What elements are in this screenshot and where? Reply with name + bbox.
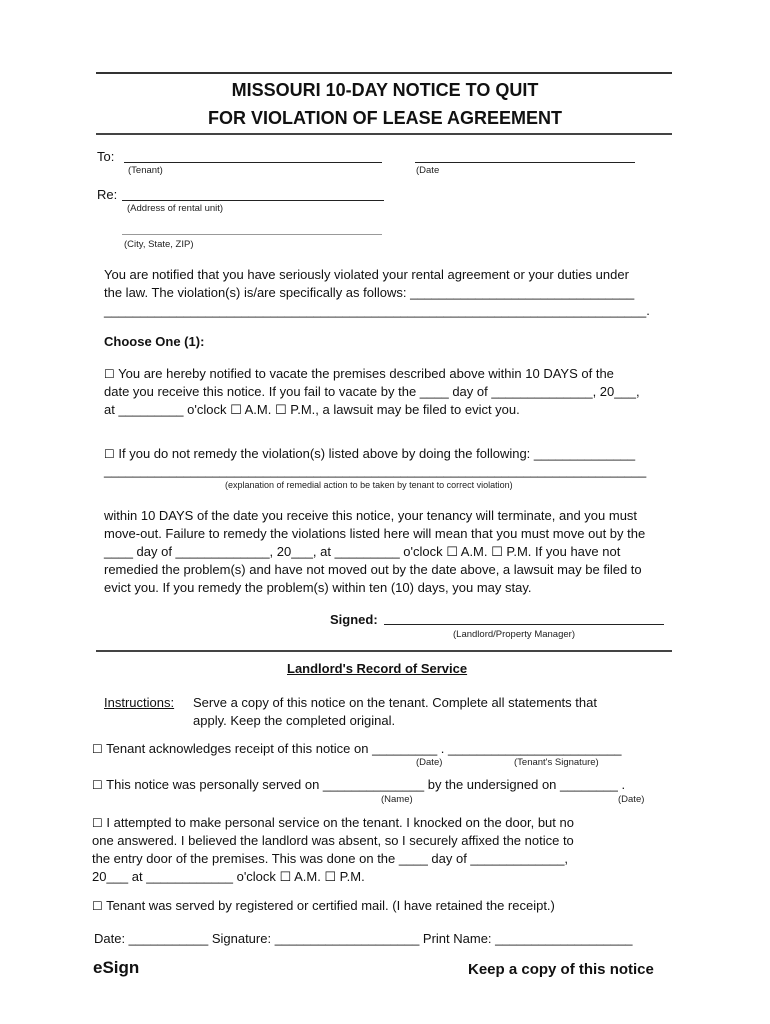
esign-logo: eSign — [93, 958, 140, 977]
option-1-checkbox[interactable]: ☐ — [104, 367, 115, 381]
personal-service-text: This notice was personally served on ______________ by the undersigned on ________ . — [106, 777, 626, 792]
ack-signature-caption: (Tenant's Signature) — [514, 757, 599, 768]
option-1-line-3: at _________ o'clock ☐ A.M. ☐ P.M., a lawsuit may be filed to evict you. — [104, 402, 520, 417]
option-1-line-2: date you receive this notice. If you fail to vacate by the ____ day of ______________, 20___, — [104, 384, 640, 399]
date-field[interactable] — [415, 150, 635, 163]
title-rule — [96, 133, 672, 135]
remedial-caption: (explanation of remedial action to be taken by tenant to correct violation) — [225, 480, 513, 490]
notice-line-3: ___________________________________________________________________________. — [104, 303, 650, 318]
name-caption: (Name) — [381, 794, 413, 805]
attempt-checkbox[interactable]: ☐ — [92, 816, 103, 830]
notice-line-2: the law. The violation(s) is/are specifically as follows: _______________________________ — [104, 285, 635, 300]
instructions-line-2: apply. Keep the completed original. — [193, 713, 396, 728]
personal-date-caption: (Date) — [618, 794, 645, 805]
instructions-label: Instructions: — [104, 695, 175, 710]
landlord-signature-field[interactable] — [384, 612, 664, 625]
signed-label: Signed: — [330, 612, 378, 627]
personal-service-checkbox[interactable]: ☐ — [92, 778, 103, 792]
instructions-line-1: Serve a copy of this notice on the tenant. Complete all statements that — [193, 695, 597, 710]
title-line-2: FOR VIOLATION OF LEASE AGREEMENT — [207, 108, 562, 128]
ack-line — [92, 740, 622, 758]
footer-note: Keep a copy of this notice — [468, 961, 654, 978]
within-line-1: within 10 DAYS of the date you receive this notice, your tenancy will terminate, and you must — [104, 508, 638, 523]
city-caption: (City, State, ZIP) — [124, 239, 194, 250]
attempt-line-1 — [92, 814, 574, 832]
notice-line-1: You are notified that you have seriously violated your rental agreement or your duties under — [104, 267, 629, 282]
address-caption: (Address of rental unit) — [127, 203, 224, 214]
date-caption: (Date — [416, 165, 440, 176]
title-line-1: MISSOURI 10-DAY NOTICE TO QUIT — [231, 80, 539, 100]
ack-checkbox[interactable]: ☐ — [92, 742, 103, 756]
attempt-line-4: 20___ at ____________ o'clock ☐ A.M. ☐ P.M. — [92, 869, 365, 884]
mail-service-text: Tenant was served by registered or certified mail. (I have retained the receipt.) — [106, 898, 555, 913]
option-2-text: If you do not remedy the violation(s) listed above by doing the following: ______________ — [118, 446, 636, 461]
within-line-3: ____ day of _____________, 20___, at _________ o'clock ☐ A.M. ☐ P.M. If you have not — [104, 544, 621, 559]
mail-service-line — [92, 897, 555, 915]
option-2-line-2: ___________________________________________________________________________ — [104, 463, 647, 478]
record-heading: Landlord's Record of Service — [287, 661, 468, 676]
re-label: Re: — [97, 187, 118, 202]
tenant-caption: (Tenant) — [128, 165, 163, 176]
date-signature-line: Date: ___________ Signature: ____________________ Print Name: ___________________ — [94, 931, 633, 946]
option-2-line-1 — [104, 445, 635, 463]
mail-service-checkbox[interactable]: ☐ — [92, 899, 103, 913]
personal-service-line — [92, 776, 625, 794]
ack-text: Tenant acknowledges receipt of this notice on _________ . ________________________ — [106, 741, 622, 756]
ack-date-caption: (Date) — [416, 757, 443, 768]
option-1-text: You are hereby notified to vacate the premises described above within 10 DAYS of the — [118, 366, 614, 381]
top-rule — [96, 72, 672, 74]
choose-one-heading: Choose One (1): — [104, 334, 205, 349]
attempt-line-3: the entry door of the premises. This was done on the ____ day of _____________, — [92, 851, 569, 866]
city-field[interactable] — [122, 234, 382, 235]
to-label: To: — [97, 149, 115, 164]
landlord-caption: (Landlord/Property Manager) — [453, 629, 575, 640]
attempt-line-2: one answered. I believed the landlord was absent, so I securely affixed the notice to — [92, 833, 574, 848]
within-line-5: evict you. If you remedy the problem(s) within ten (10) days, you may stay. — [104, 580, 532, 595]
within-line-4: remedied the problem(s) and have not moved out by the date above, a lawsuit may be filed to — [104, 562, 642, 577]
address-field[interactable] — [122, 188, 384, 201]
tenant-field[interactable] — [124, 150, 382, 163]
option-1-line-1 — [104, 365, 614, 383]
option-2-checkbox[interactable]: ☐ — [104, 447, 115, 461]
record-rule — [96, 650, 672, 652]
attempt-text: I attempted to make personal service on the tenant. I knocked on the door, but no — [106, 815, 574, 830]
within-line-2: move-out. Failure to remedy the violations listed here will mean that you must move out by the — [104, 526, 646, 541]
